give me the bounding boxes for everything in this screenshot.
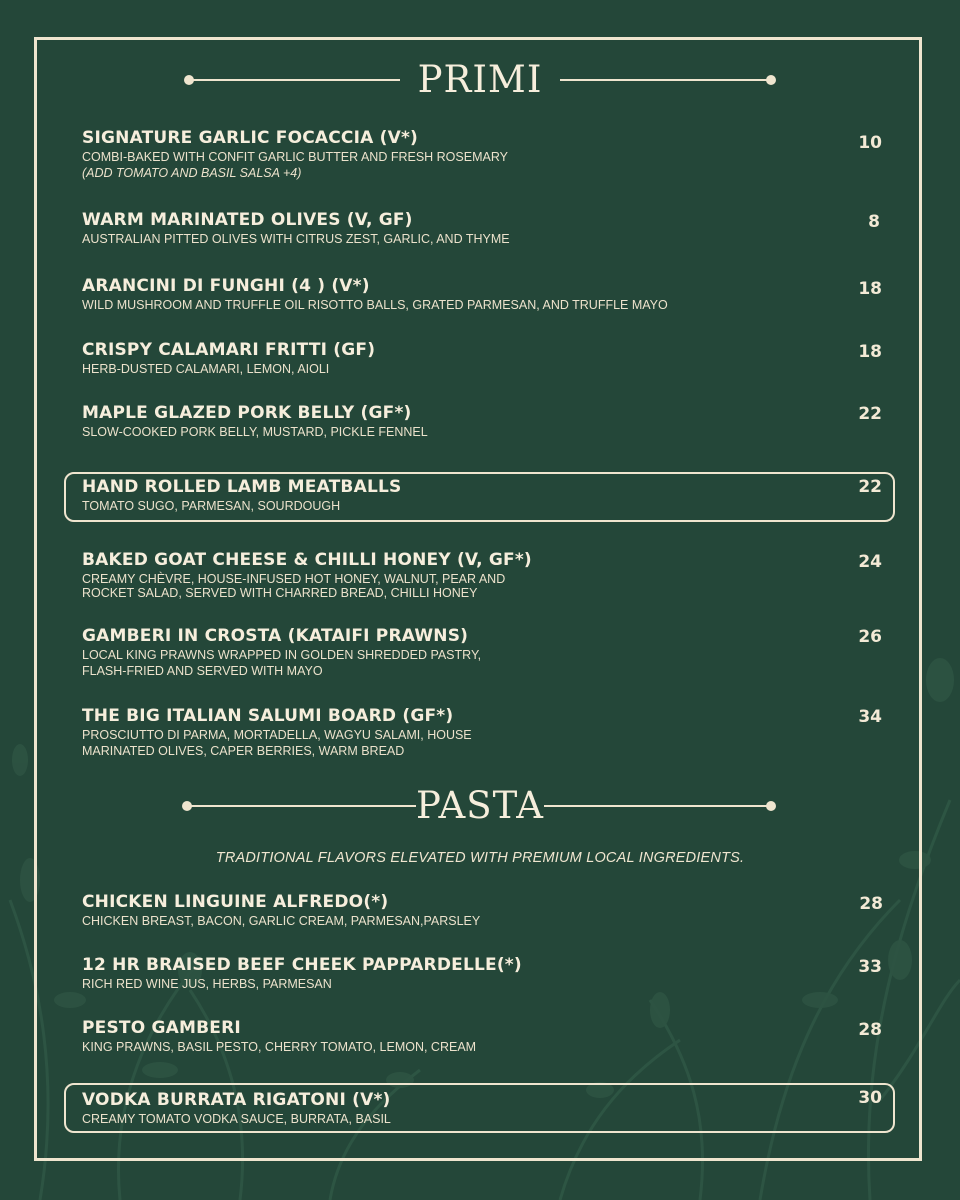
menu-item-goat-cheese bbox=[82, 550, 882, 600]
item-price: 22 bbox=[858, 404, 882, 424]
item-description-line-2: ROCKET SALAD, SERVED WITH CHARRED BREAD, CHILLI HONEY bbox=[82, 586, 478, 600]
pasta-heading bbox=[0, 781, 960, 831]
item-description: TOMATO SUGO, PARMESAN, SOURDOUGH bbox=[82, 499, 341, 513]
menu-item-calamari bbox=[82, 340, 882, 377]
item-name: GAMBERI IN CROSTA (KATAIFI PRAWNS) bbox=[82, 626, 469, 646]
menu-item-beef-cheek-pappardelle bbox=[82, 955, 882, 992]
item-description: COMBI-BAKED WITH CONFIT GARLIC BUTTER AND FRESH ROSEMARY bbox=[82, 150, 508, 164]
item-price: 10 bbox=[858, 133, 882, 153]
menu-item-salumi-board bbox=[82, 706, 882, 759]
item-price: 34 bbox=[858, 707, 882, 727]
item-price: 18 bbox=[858, 342, 882, 362]
item-description: HERB-DUSTED CALAMARI, LEMON, AIOLI bbox=[82, 362, 330, 376]
item-description: CHICKEN BREAST, BACON, GARLIC CREAM, PARMESAN,PARSLEY bbox=[82, 914, 481, 928]
pasta-tagline: TRADITIONAL FLAVORS ELEVATED WITH PREMIUM LOCAL INGREDIENTS. bbox=[215, 850, 745, 866]
item-description: CREAMY CHÈVRE, HOUSE-INFUSED HOT HONEY, WALNUT, PEAR AND bbox=[82, 572, 506, 586]
item-description: LOCAL KING PRAWNS WRAPPED IN GOLDEN SHREDDED PASTRY, bbox=[82, 648, 482, 662]
item-price: 18 bbox=[858, 279, 882, 299]
menu-item-chicken-linguine bbox=[82, 892, 882, 929]
item-name: HAND ROLLED LAMB MEATBALLS bbox=[82, 477, 402, 497]
item-name: PESTO GAMBERI bbox=[82, 1018, 241, 1038]
menu-item-garlic-focaccia bbox=[82, 128, 882, 181]
menu-item-lamb-meatballs bbox=[82, 477, 882, 514]
item-name: CHICKEN LINGUINE ALFREDO(*) bbox=[82, 892, 389, 912]
item-note: (ADD TOMATO AND BASIL SALSA +4) bbox=[82, 166, 302, 180]
item-price: 24 bbox=[858, 552, 882, 572]
item-name: ARANCINI DI FUNGHI (4 ) (V*) bbox=[82, 276, 370, 296]
item-description: RICH RED WINE JUS, HERBS, PARMESAN bbox=[82, 977, 332, 991]
item-price: 22 bbox=[858, 477, 882, 497]
menu-item-pesto-gamberi bbox=[82, 1018, 882, 1055]
item-description-line-2: MARINATED OLIVES, CAPER BERRIES, WARM BREAD bbox=[82, 744, 405, 758]
menu-item-pork-belly bbox=[82, 403, 882, 440]
item-description: AUSTRALIAN PITTED OLIVES WITH CITRUS ZEST, GARLIC, AND THYME bbox=[82, 232, 510, 246]
item-name: VODKA BURRATA RIGATONI (V*) bbox=[82, 1090, 391, 1110]
item-price: 26 bbox=[858, 627, 882, 647]
item-description: SLOW-COOKED PORK BELLY, MUSTARD, PICKLE FENNEL bbox=[82, 425, 428, 439]
item-description: WILD MUSHROOM AND TRUFFLE OIL RISOTTO BALLS, GRATED PARMESAN, AND TRUFFLE MAYO bbox=[82, 298, 668, 312]
item-description-line-2: FLASH-FRIED AND SERVED WITH MAYO bbox=[82, 664, 323, 678]
section-title-pasta: PASTA bbox=[416, 784, 544, 827]
item-name: SIGNATURE GARLIC FOCACCIA (V*) bbox=[82, 128, 418, 148]
menu-item-marinated-olives bbox=[82, 210, 882, 247]
item-name: WARM MARINATED OLIVES (V, GF) bbox=[82, 210, 413, 230]
menu-item-arancini bbox=[82, 276, 882, 313]
menu-item-vodka-rigatoni bbox=[82, 1090, 882, 1127]
item-price: 33 bbox=[858, 957, 882, 977]
item-name: THE BIG ITALIAN SALUMI BOARD (GF*) bbox=[82, 706, 454, 726]
item-price: 30 bbox=[858, 1088, 882, 1108]
menu-item-gamberi-crosta bbox=[82, 626, 882, 679]
item-price: 8 bbox=[868, 212, 880, 232]
item-name: 12 HR BRAISED BEEF CHEEK PAPPARDELLE(*) bbox=[82, 955, 522, 975]
item-price: 28 bbox=[859, 894, 883, 914]
item-name: MAPLE GLAZED PORK BELLY (GF*) bbox=[82, 403, 412, 423]
item-description: PROSCIUTTO DI PARMA, MORTADELLA, WAGYU SALAMI, HOUSE bbox=[82, 728, 472, 742]
item-description: CREAMY TOMATO VODKA SAUCE, BURRATA, BASIL bbox=[82, 1112, 391, 1126]
primi-heading bbox=[0, 55, 960, 105]
item-description: KING PRAWNS, BASIL PESTO, CHERRY TOMATO, LEMON, CREAM bbox=[82, 1040, 477, 1054]
item-price: 28 bbox=[858, 1020, 882, 1040]
item-name: CRISPY CALAMARI FRITTI (GF) bbox=[82, 340, 376, 360]
item-name: BAKED GOAT CHEESE & CHILLI HONEY (V, GF*) bbox=[82, 550, 532, 570]
section-title-primi: PRIMI bbox=[417, 58, 543, 101]
